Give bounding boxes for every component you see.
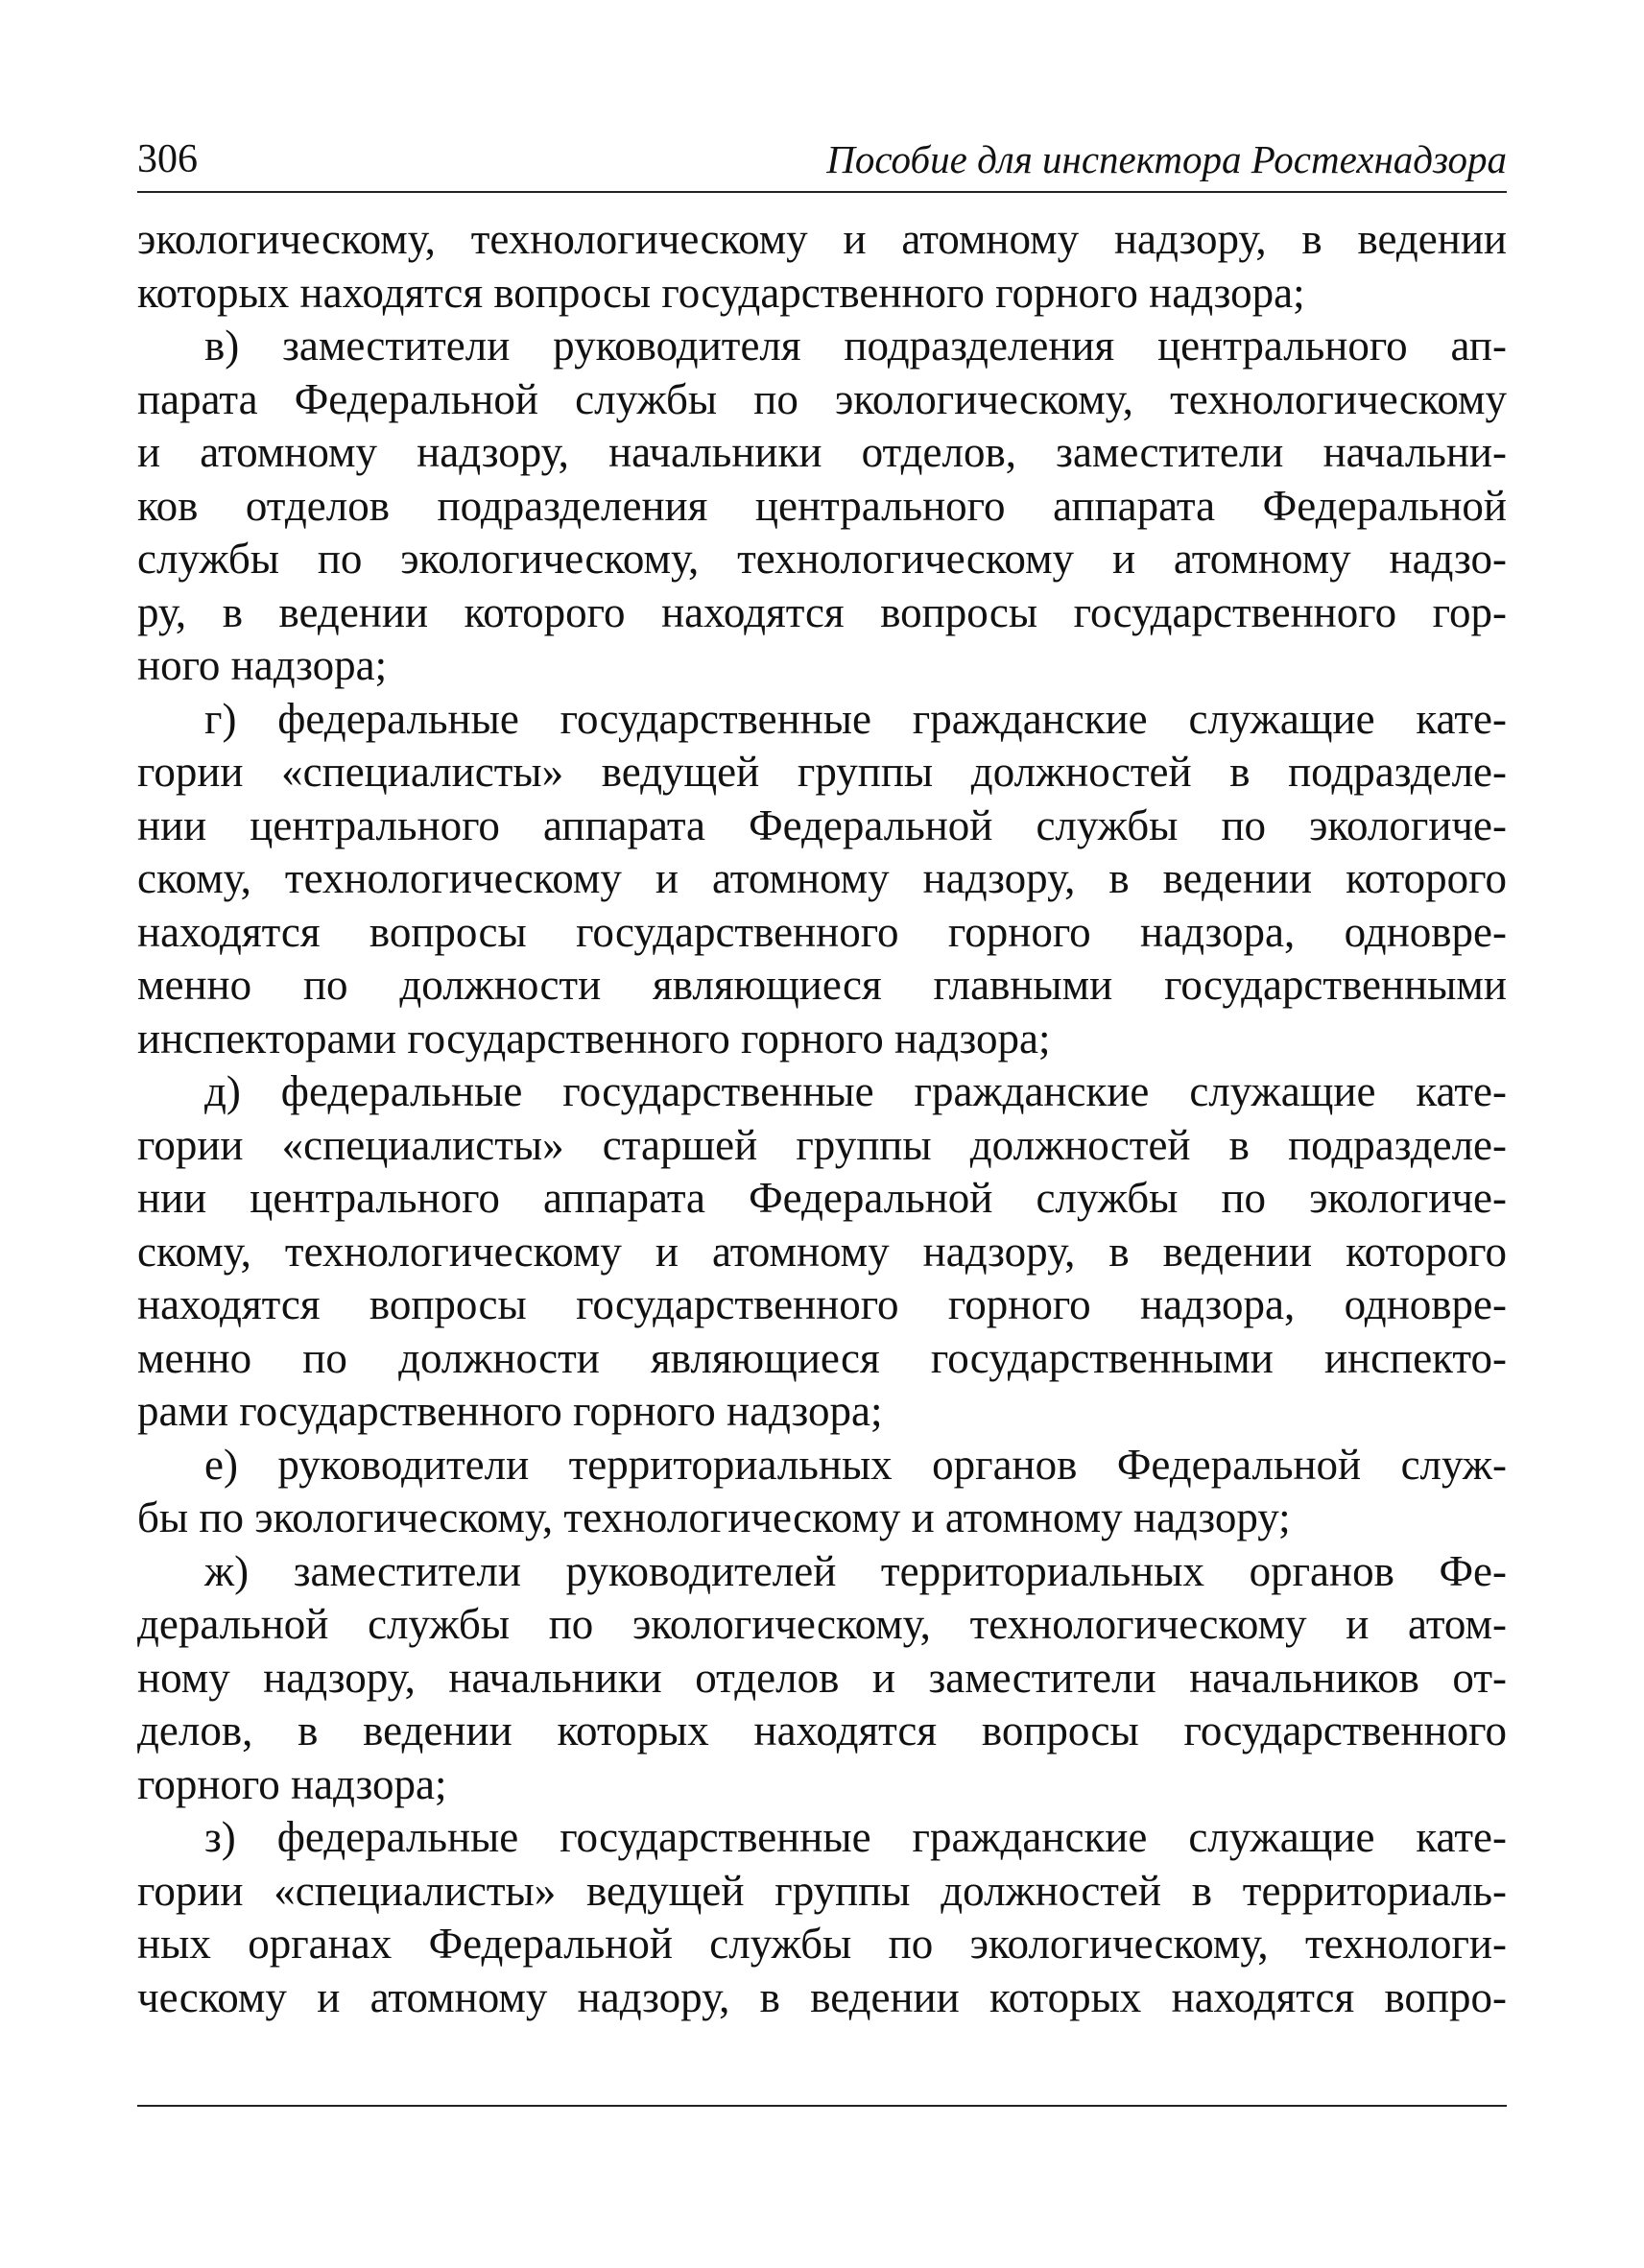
text-line: и атомному надзору, начальники отделов, заместители начальни-: [137, 428, 1507, 476]
text-line: ческому и атомному надзору, в ведении которых находятся вопро-: [137, 1972, 1507, 2021]
paragraph-item-e: [137, 1439, 1507, 1545]
text-line: е) руководители территориальных органов Федеральной служ-: [204, 1440, 1507, 1489]
text-line: бы по экологическому, технологическому и атомному надзору;: [137, 1493, 1291, 1541]
footer-rule: [137, 2105, 1507, 2107]
text-line: службы по экологическому, технологическому и атомному надзо-: [137, 535, 1507, 583]
text-line: которых находятся вопросы государственного горного надзора;: [137, 268, 1305, 317]
text-line: гории «специалисты» ведущей группы должностей в подразделе-: [137, 748, 1507, 796]
text-line: ру, в ведении которого находятся вопросы государственного гор-: [137, 587, 1507, 636]
text-line: г) федеральные государственные гражданские служащие кате-: [204, 694, 1507, 743]
text-line: деральной службы по экологическому, технологическому и атом-: [137, 1600, 1507, 1648]
paragraph-item-v: [137, 320, 1507, 693]
text-line: делов, в ведении которых находятся вопросы государственного: [137, 1707, 1507, 1755]
text-line: инспекторами государственного горного надзора;: [137, 1014, 1051, 1062]
text-line: рами государственного горного надзора;: [137, 1387, 883, 1435]
text-line: гории «специалисты» старшей группы должностей в подразделе-: [137, 1120, 1507, 1169]
paragraph-item-g: [137, 693, 1507, 1066]
text-line: ж) заместители руководителей территориальных органов Фе-: [204, 1546, 1507, 1595]
paragraph-item-z: [137, 1811, 1507, 2024]
text-line: гории «специалисты» ведущей группы должностей в территориаль-: [137, 1866, 1507, 1915]
text-line: ного надзора;: [137, 641, 388, 689]
paragraph-continuation: [137, 213, 1507, 320]
paragraph-item-zh: [137, 1545, 1507, 1812]
text-line: менно по должности являющиеся государственными инспекто-: [137, 1333, 1507, 1382]
body-text: [137, 213, 1507, 2024]
text-line: находятся вопросы государственного горного надзора, одновре-: [137, 907, 1507, 956]
text-line: ных органах Федеральной службы по экологическому, технологи-: [137, 1920, 1507, 1968]
text-line: ному надзору, начальники отделов и заместители начальников от-: [137, 1653, 1507, 1702]
text-line: скому, технологическому и атомному надзору, в ведении которого: [137, 854, 1507, 902]
text-line: горного надзора;: [137, 1759, 447, 1808]
text-line: менно по должности являющиеся главными государственными: [137, 961, 1507, 1009]
text-line: д) федеральные государственные гражданские служащие кате-: [204, 1067, 1507, 1115]
text-line: ков отделов подразделения центрального аппарата Федеральной: [137, 481, 1507, 530]
text-line: экологическому, технологическому и атомному надзору, в ведении: [137, 215, 1507, 263]
header-rule: [137, 191, 1507, 193]
page-header: [137, 132, 1507, 190]
text-line: находятся вопросы государственного горного надзора, одновре-: [137, 1280, 1507, 1328]
paragraph-item-d: [137, 1065, 1507, 1439]
running-title: Пособие для инспектора Ростехнадзора: [826, 137, 1507, 181]
text-line: з) федеральные государственные гражданские служащие кате-: [204, 1813, 1507, 1861]
text-line: нии центрального аппарата Федеральной службы по экологиче-: [137, 1174, 1507, 1222]
page-number: 306: [137, 137, 198, 181]
text-line: нии центрального аппарата Федеральной службы по экологиче-: [137, 800, 1507, 849]
text-line: скому, технологическому и атомному надзору, в ведении которого: [137, 1227, 1507, 1276]
text-line: в) заместители руководителя подразделения центрального ап-: [204, 322, 1507, 370]
text-line: парата Федеральной службы по экологическому, технологическому: [137, 374, 1507, 423]
